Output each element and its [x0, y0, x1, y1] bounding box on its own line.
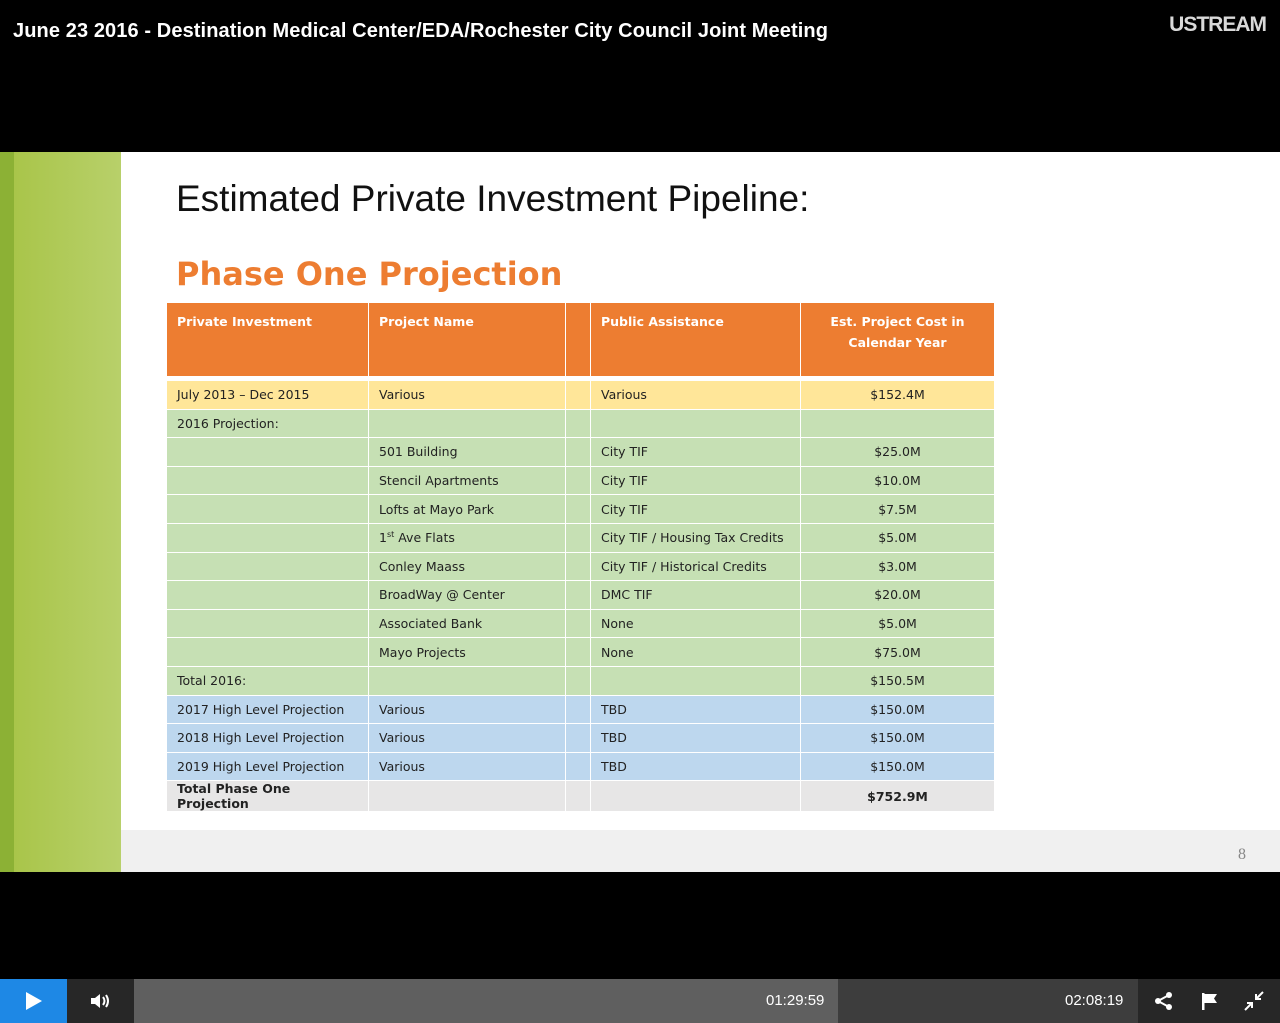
header-est-cost-line1: Est. Project Cost in [830, 314, 965, 329]
investment-table [166, 302, 995, 812]
cell-assistance: TBD [591, 724, 801, 753]
cell-investment: 2019 High Level Projection [167, 752, 369, 781]
cell-project: Various [369, 752, 566, 781]
cell-assistance [591, 781, 801, 812]
cell-assistance: TBD [591, 695, 801, 724]
cell-cost: $10.0M [801, 466, 995, 495]
table-row [167, 752, 995, 781]
cell-investment: Total 2016: [167, 666, 369, 695]
progress-played [134, 979, 838, 1023]
cell-project: Lofts at Mayo Park [369, 495, 566, 524]
current-time: 01:29:59 [766, 992, 825, 1009]
cell-spacer [566, 381, 591, 410]
header-private-investment: Private Investment [167, 303, 369, 377]
slide-footer [121, 830, 1280, 872]
cell-assistance: City TIF / Housing Tax Credits [591, 523, 801, 552]
cell-investment [167, 523, 369, 552]
slide-title: Estimated Private Investment Pipeline: [176, 178, 810, 219]
cell-spacer [566, 666, 591, 695]
volume-button[interactable] [67, 979, 134, 1023]
cell-assistance: TBD [591, 752, 801, 781]
cell-investment: July 2013 – Dec 2015 [167, 381, 369, 410]
slide-page-number: 8 [1238, 846, 1246, 863]
share-icon [1154, 991, 1174, 1011]
cell-spacer [566, 752, 591, 781]
table-row [167, 581, 995, 610]
header-public-assistance: Public Assistance [591, 303, 801, 377]
play-button[interactable] [0, 979, 67, 1023]
cell-project: BroadWay @ Center [369, 581, 566, 610]
cell-assistance: None [591, 638, 801, 667]
cell-project: Associated Bank [369, 609, 566, 638]
cell-cost: $150.0M [801, 724, 995, 753]
cell-project: Various [369, 724, 566, 753]
cell-spacer [566, 495, 591, 524]
cell-investment [167, 638, 369, 667]
project-text: Ave Flats [394, 530, 455, 546]
project-text: 1 [379, 530, 387, 546]
presentation-slide [0, 152, 1280, 872]
cell-project [369, 781, 566, 812]
cell-spacer [566, 523, 591, 552]
header-est-cost [801, 303, 995, 377]
table-row [167, 666, 995, 695]
cell-cost: $5.0M [801, 609, 995, 638]
cell-spacer [566, 781, 591, 812]
cell-cost: $150.5M [801, 666, 995, 695]
cell-cost: $3.0M [801, 552, 995, 581]
share-button[interactable] [1142, 979, 1186, 1023]
cell-assistance: City TIF / Historical Credits [591, 552, 801, 581]
table-row [167, 552, 995, 581]
cell-assistance: City TIF [591, 466, 801, 495]
video-title: June 23 2016 - Destination Medical Center/EDA/Rochester City Council Joint Meeting [13, 20, 829, 42]
cell-spacer [566, 609, 591, 638]
cell-cost: $150.0M [801, 695, 995, 724]
cell-investment: 2017 High Level Projection [167, 695, 369, 724]
cell-assistance: Various [591, 381, 801, 410]
cell-assistance: DMC TIF [591, 581, 801, 610]
cell-cost: $75.0M [801, 638, 995, 667]
player-control-bar [0, 979, 1280, 1023]
cell-cost: $25.0M [801, 438, 995, 467]
header-project-name: Project Name [369, 303, 566, 377]
cell-cost [801, 409, 995, 438]
cell-cost: $152.4M [801, 381, 995, 410]
cell-investment [167, 581, 369, 610]
cell-project: Various [369, 381, 566, 410]
cell-project [369, 409, 566, 438]
slide-accent-bar [0, 152, 121, 872]
cell-investment [167, 466, 369, 495]
table-row [167, 381, 995, 410]
cell-project [369, 666, 566, 695]
flag-icon [1200, 991, 1220, 1011]
cell-assistance: City TIF [591, 495, 801, 524]
cell-spacer [566, 438, 591, 467]
cell-cost: $150.0M [801, 752, 995, 781]
cell-project: 501 Building [369, 438, 566, 467]
table-row [167, 409, 995, 438]
cell-assistance: City TIF [591, 438, 801, 467]
cell-project: Stencil Apartments [369, 466, 566, 495]
cell-cost: $752.9M [801, 781, 995, 812]
cell-cost: $20.0M [801, 581, 995, 610]
cell-spacer [566, 409, 591, 438]
report-button[interactable] [1188, 979, 1232, 1023]
cell-investment [167, 609, 369, 638]
cell-spacer [566, 581, 591, 610]
cell-spacer [566, 466, 591, 495]
cell-project: Conley Maass [369, 552, 566, 581]
ustream-logo[interactable]: USTREAM [1169, 13, 1266, 36]
cell-spacer [566, 552, 591, 581]
cell-spacer [566, 638, 591, 667]
cell-investment [167, 438, 369, 467]
header-est-cost-line2: Calendar Year [848, 335, 947, 350]
cell-assistance: None [591, 609, 801, 638]
exit-fullscreen-button[interactable] [1232, 979, 1276, 1023]
cell-project [369, 523, 566, 552]
cell-project: Various [369, 695, 566, 724]
cell-investment [167, 495, 369, 524]
table-row [167, 695, 995, 724]
table-row [167, 438, 995, 467]
play-icon [25, 991, 43, 1011]
table-row [167, 466, 995, 495]
cell-assistance [591, 666, 801, 695]
cell-spacer [566, 724, 591, 753]
slide-subtitle: Phase One Projection [176, 255, 563, 293]
cell-investment: 2018 High Level Projection [167, 724, 369, 753]
table-row [167, 609, 995, 638]
table-header-row [167, 303, 995, 377]
cell-assistance [591, 409, 801, 438]
progress-bar[interactable] [134, 979, 1138, 1023]
table-row-total [167, 781, 995, 812]
cell-cost: $7.5M [801, 495, 995, 524]
table-row [167, 523, 995, 552]
table-row [167, 638, 995, 667]
cell-investment [167, 552, 369, 581]
exit-fullscreen-icon [1243, 990, 1265, 1012]
total-time: 02:08:19 [1065, 992, 1124, 1009]
ordinal-suffix: st [386, 530, 395, 540]
cell-cost: $5.0M [801, 523, 995, 552]
cell-investment: 2016 Projection: [167, 409, 369, 438]
cell-investment: Total Phase One Projection [167, 781, 369, 812]
cell-spacer [566, 695, 591, 724]
table-row [167, 724, 995, 753]
table-row [167, 495, 995, 524]
cell-project: Mayo Projects [369, 638, 566, 667]
volume-icon [90, 992, 112, 1010]
header-spacer [566, 303, 591, 377]
